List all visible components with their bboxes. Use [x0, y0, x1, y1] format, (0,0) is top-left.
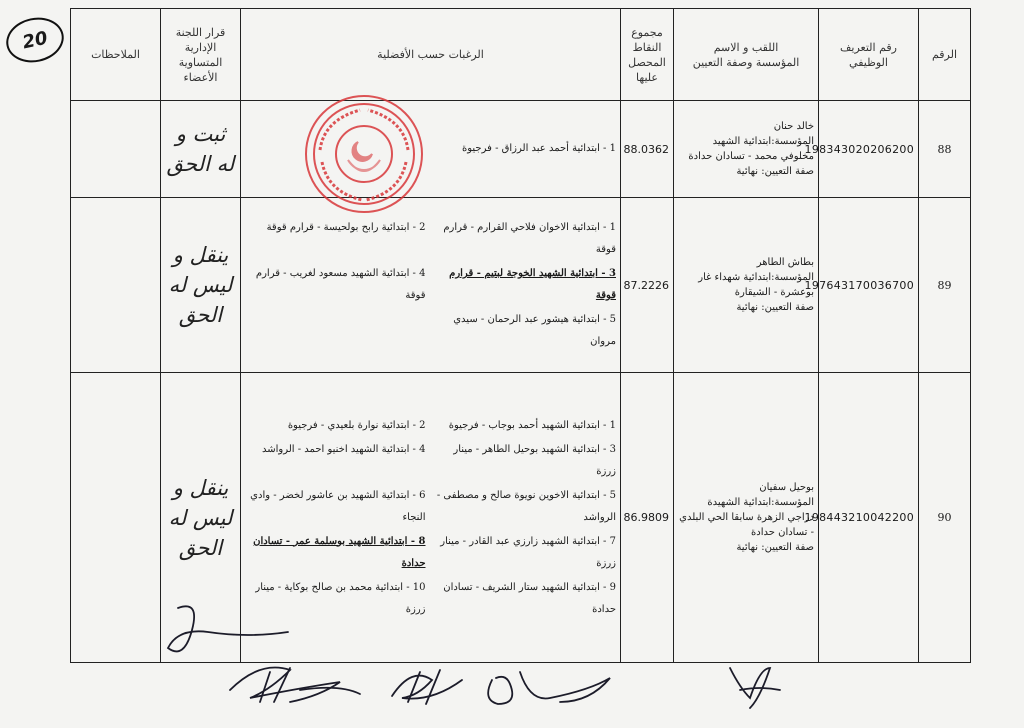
table-row	[71, 101, 971, 198]
results-table	[70, 8, 971, 663]
row-index: 90	[919, 373, 971, 663]
handwritten-decision: ثبت و له الحق	[161, 101, 241, 198]
row-wishes	[241, 373, 621, 663]
wish-item: 7 - ابتدائية الشهيد زارزي عبد القادر - مينار زرزة	[440, 535, 616, 569]
row-appointment: صفة التعيين: نهائية	[736, 542, 814, 553]
wish-item-selected: 3 - ابتدائية الشهيد الخوجة لبتيم - قرارم قوقة	[449, 268, 616, 301]
row-institution: المؤسسة:ابتدائية الشهيد مخلوفي محمد - تسادان حدادة	[688, 136, 814, 162]
wish-item: 4 - ابتدائية الشهيد مسعود لغريب - قرارم قوقة	[255, 268, 426, 301]
row-id-number: 198343020206200	[819, 101, 919, 198]
wish-item: 2 - ابتدائية رابح بولحيسة - قرارم قوقة	[266, 222, 426, 233]
header-wishes: الرغبات حسب الأفضلية	[241, 9, 621, 101]
row-name: خالد حنان	[773, 121, 814, 132]
row-wishes	[241, 198, 621, 373]
header-name-institution: اللقب و الاسم المؤسسة وصفة التعيين	[674, 9, 819, 101]
wish-item: 5 - ابتدائية الاخوين نويوة صالح و مصطفى - الرواشد	[436, 489, 616, 523]
wish-item: 9 - ابتدائية الشهيد ستار الشريف - تسادان حدادة	[443, 581, 616, 615]
row-appointment: صفة التعيين: نهائية	[736, 166, 814, 177]
header-remarks: الملاحظات	[71, 9, 161, 101]
header-id-number: رقم التعريف الوظيفي	[819, 9, 919, 101]
wish-item: 1 - ابتدائية الشهيد أحمد بوجاب - فرجيوة	[448, 419, 616, 431]
row-index: 88	[919, 101, 971, 198]
wish-item: 5 - ابتدائية هيشور عبد الرحمان - سيدي مروان	[453, 314, 616, 347]
wish-item: 1 - ابتدائية الاخوان فلاحي القرارم - قرارم قوقة	[443, 222, 616, 255]
wish-item: 3 - ابتدائية الشهيد بوحيل الطاهر - مينار زرزة	[453, 443, 616, 477]
row-name-cell	[674, 101, 819, 198]
row-institution: المؤسسة:ابتدائية الشهيدة دراجي الزهرة سابقا الحي البلدي - تسادان حدادة	[679, 497, 814, 538]
row-remarks	[71, 373, 161, 663]
handwritten-decision: ينقل و ليس له الحق	[161, 198, 241, 373]
row-score: 88.0362	[621, 101, 674, 198]
wish-item-selected: 8 - ابتدائية الشهيد بوسلمة عمر - تسادان حدادة	[253, 535, 426, 569]
row-name-cell	[674, 198, 819, 373]
row-id-number: 198443210042200	[819, 373, 919, 663]
row-name: بطاش الطاهر	[756, 257, 814, 268]
page-number-circled: 20	[2, 12, 68, 67]
row-score: 87.2226	[621, 198, 674, 373]
wish-item: 10 - ابتدائية محمد بن صالح بوكاية - مينار زرزة	[255, 581, 426, 615]
header-committee-decision: قرار اللجنة الإدارية المتساوية الأعضاء	[161, 9, 241, 101]
row-remarks	[71, 198, 161, 373]
row-score: 86.9809	[621, 373, 674, 663]
row-index: 89	[919, 198, 971, 373]
row-remarks	[71, 101, 161, 198]
row-name-cell	[674, 373, 819, 663]
table-row	[71, 373, 971, 663]
table-row	[71, 198, 971, 373]
wish-item: 2 - ابتدائية نوارة بلعيدي - فرجيوة	[287, 419, 426, 431]
row-appointment: صفة التعيين: نهائية	[736, 302, 814, 313]
wish-item: 4 - ابتدائية الشهيد اخنيو احمد - الرواشد	[261, 443, 426, 455]
row-name: بوحيل سفيان	[759, 482, 814, 493]
row-wishes	[241, 101, 621, 198]
wish-item: 6 - ابتدائية الشهيد بن عاشور لخضر - وادي النجاء	[250, 489, 426, 523]
wish-item: 1 - ابتدائية أحمد عبد الرزاق - فرجيوة	[462, 143, 616, 154]
row-institution: المؤسسة:ابتدائية شهداء غار بوعشرة - الشيقارة	[698, 272, 814, 298]
handwritten-decision: ينقل و ليس له الحق	[161, 373, 241, 663]
header-index: الرقم	[919, 9, 971, 101]
header-total-points: مجموع النقاط المحصل عليها	[621, 9, 674, 101]
row-id-number: 197643170036700	[819, 198, 919, 373]
